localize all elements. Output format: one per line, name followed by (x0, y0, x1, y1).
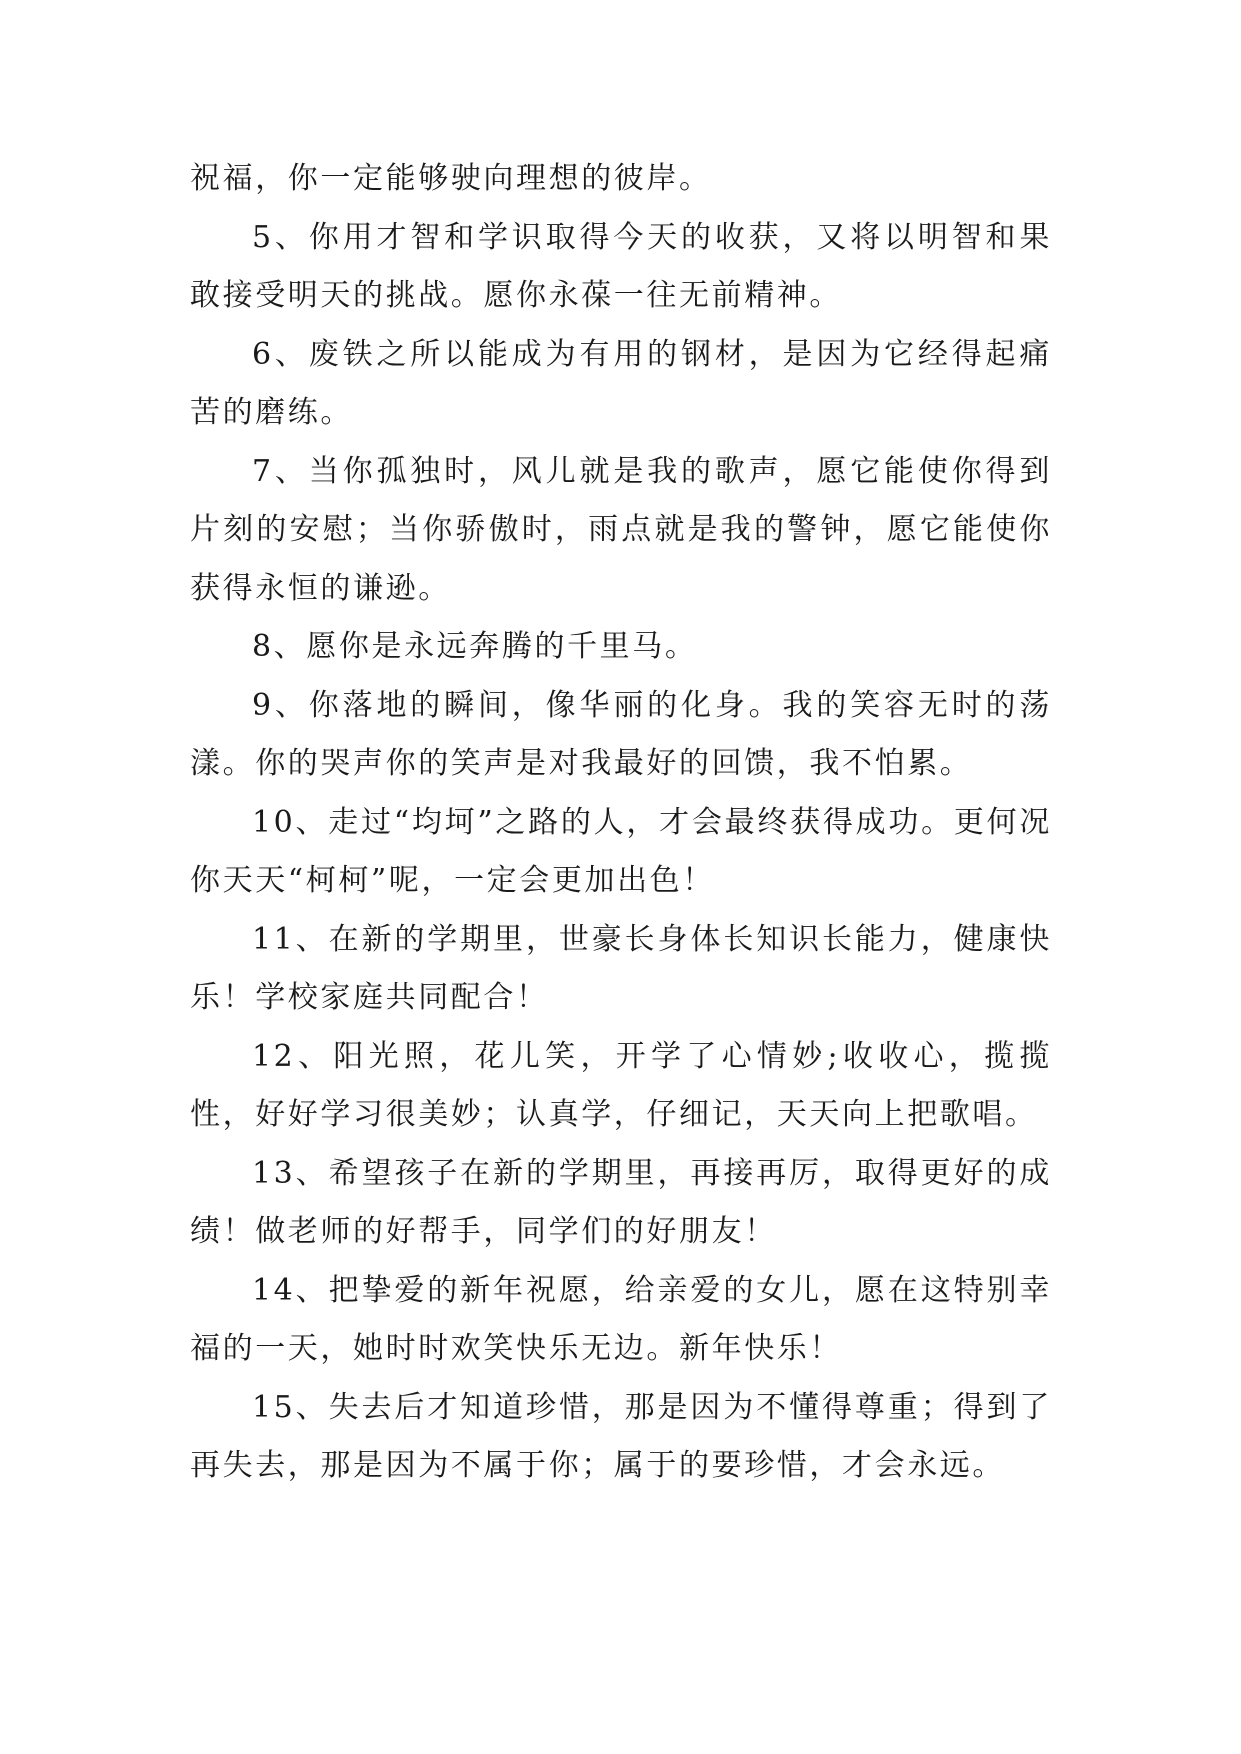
document-body (190, 150, 1052, 1496)
paragraph-item-15: 15、失去后才知道珍惜，那是因为不懂得尊重；得到了再失去，那是因为不属于你；属于的要珍惜，才会永远。 (190, 1389, 1052, 1483)
paragraph-item-12: 12、阳光照，花儿笑，开学了心情妙;收收心，揽揽性，好好学习很美妙；认真学，仔细记，天天向上把歌唱。 (190, 1038, 1052, 1132)
paragraph-item-9: 9、你落地的瞬间，像华丽的化身。我的笑容无时的荡漾。你的哭声你的笑声是对我最好的回馈，我不怕累。 (190, 687, 1052, 781)
paragraph-item-13: 13、希望孩子在新的学期里，再接再厉，取得更好的成绩！做老师的好帮手，同学们的好朋友！ (190, 1155, 1052, 1249)
paragraph-item-7: 7、当你孤独时，风儿就是我的歌声，愿它能使你得到片刻的安慰；当你骄傲时，雨点就是我的警钟，愿它能使你获得永恒的谦逊。 (190, 453, 1052, 606)
paragraph-item-6: 6、废铁之所以能成为有用的钢材，是因为它经得起痛苦的磨练。 (190, 336, 1052, 430)
paragraph-item-10: 10、走过“均坷”之路的人，才会最终获得成功。更何况你天天“柯柯”呢，一定会更加出色！ (190, 804, 1052, 898)
paragraph-continuation: 祝福，你一定能够驶向理想的彼岸。 (190, 161, 712, 196)
paragraph-item-5: 5、你用才智和学识取得今天的收获，又将以明智和果敢接受明天的挑战。愿你永葆一往无前精神。 (190, 219, 1052, 313)
paragraph-item-11: 11、在新的学期里，世豪长身体长知识长能力，健康快乐！学校家庭共同配合！ (190, 921, 1052, 1015)
paragraph-item-8: 8、愿你是永远奔腾的千里马。 (252, 629, 698, 664)
paragraph-item-14: 14、把挚爱的新年祝愿，给亲爱的女儿，愿在这特别幸福的一天，她时时欢笑快乐无边。新年快乐！ (190, 1272, 1052, 1366)
